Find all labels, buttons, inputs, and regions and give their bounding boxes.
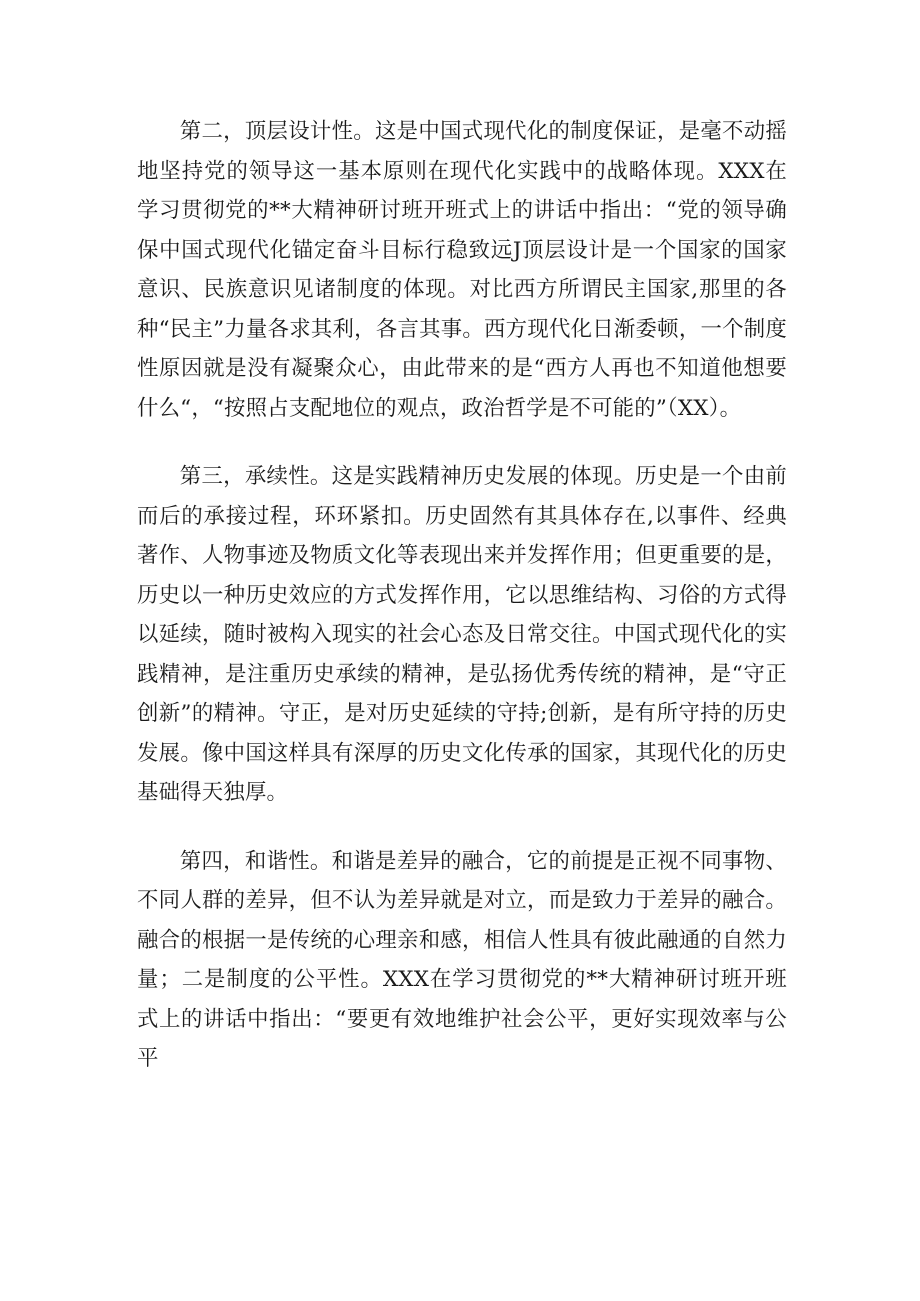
paragraph-harmony: 第四，和谐性。和谐是差异的融合，它的前提是正视不同事物、不同人群的差异，但不认为差异就是对立，而是致力于差异的融合。融合的根据一是传统的心理亲和感，相信人性具有彼此融通的自然力量；二是制度的公平性。XXX在学习贯彻党的**大精神研讨班开班式上的讲话中指出：“要更有效地维护社会公平，更好实现效率与公平 xyxy=(137,848,787,1071)
paragraph-continuity: 第三，承续性。这是实践精神历史发展的体现。历史是一个由前而后的承接过程，环环紧扣。历史固然有其具体存在,以事件、经典著作、人物事迹及物质文化等表现出来并发挥作用；但更重要的是，历史以一种历史效应的方式发挥作用，它以思维结构、习俗的方式得以延续，随时被构入现实的社会心态及日常交往。中国式现代化的实践精神，是注重历史承续的精神，是弘扬优秀传统的精神，是“守正创新”的精神。守正，是对历史延续的守持;创新，是有所守持的历史发展。像中国这样具有深厚的历史文化传承的国家，其现代化的历史基础得天独厚。 xyxy=(137,464,787,805)
paragraph-top-level-design: 第二，顶层设计性。这是中国式现代化的制度保证，是毫不动摇地坚持党的领导这一基本原则在现代化实践中的战略体现。XXX在学习贯彻党的**大精神研讨班开班式上的讲话中指出：“党的领导确保中国式现代化锚定奋斗目标行稳致远J顶层设计是一个国家的国家意识、民族意识见诸制度的体现。对比西方所谓民主国家,那里的各种“民主”力量各求其利，各言其事。西方现代化日渐委顿，一个制度性原因就是没有凝聚众心，由此带来的是“西方人再也不知道他想要什么“，“按照占支配地位的观点，政治哲学是不可能的”（XX）。 xyxy=(137,119,787,421)
document-page xyxy=(137,112,787,1079)
